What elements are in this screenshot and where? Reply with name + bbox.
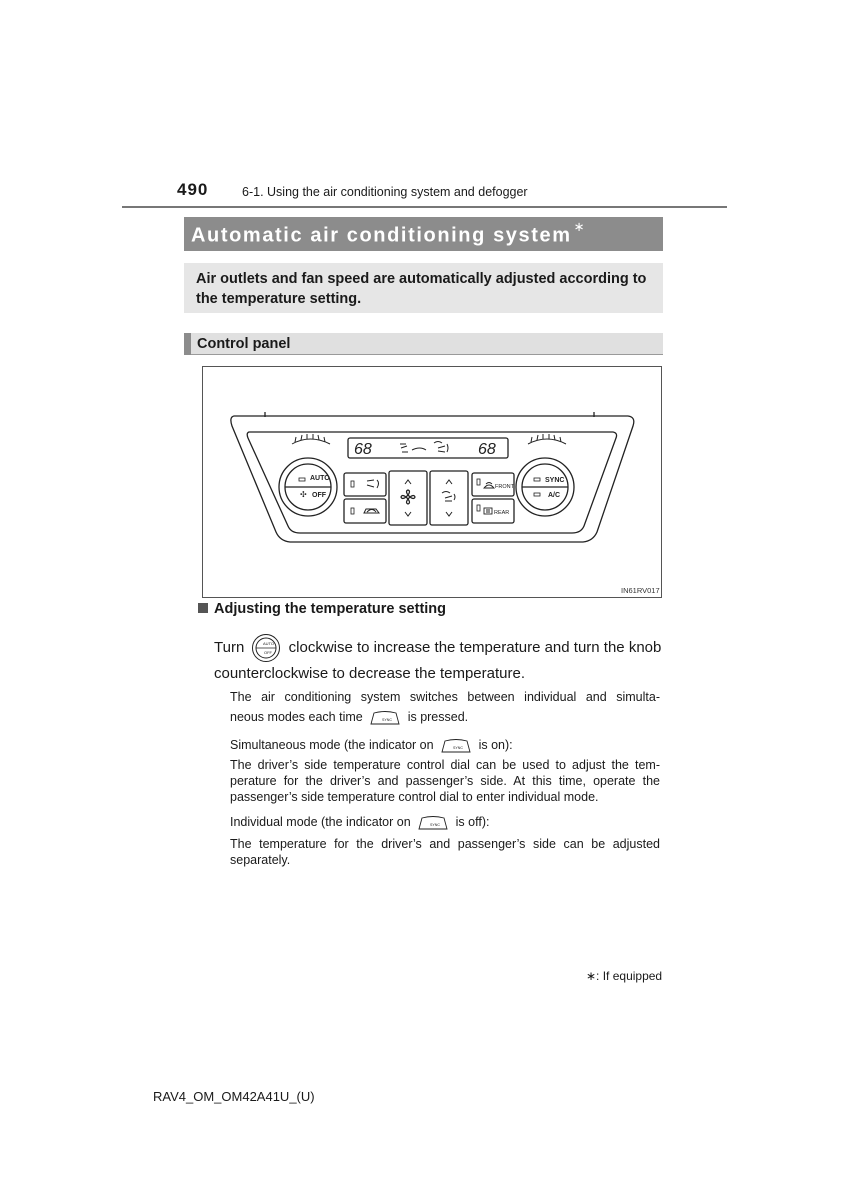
footnote: ∗: If equipped: [586, 969, 663, 983]
right-temp-readout: 68: [478, 441, 496, 458]
control-panel-heading: [184, 333, 663, 355]
rear-defogger-icon: [484, 508, 492, 514]
turn-line-2: counterclockwise to decrease the temperature.: [214, 665, 525, 682]
individual-heading: [230, 814, 489, 831]
fresh-air-car-icon: [364, 509, 379, 513]
if-equipped-mark: ∗: [573, 219, 587, 234]
page-title-text: Automatic air conditioning system: [191, 224, 572, 247]
ind-body-1: The temperature for the driver’s and passenger’s side can be adjusted: [230, 837, 660, 851]
ind-pre: Individual mode (the indicator on: [230, 815, 411, 829]
header-rule: [122, 206, 727, 208]
sync-button-label: SYNC: [382, 717, 393, 722]
temperature-knob-icon: [251, 633, 281, 663]
mode-control: [430, 471, 468, 525]
bullet-square-icon: [198, 603, 208, 613]
control-panel-illustration: [202, 366, 662, 598]
figure-id: IN61RV017: [621, 586, 660, 595]
front-label: FRONT: [495, 484, 514, 490]
display-airflow-icons: [400, 442, 448, 453]
simultaneous-heading: [230, 737, 513, 754]
rear-label: REAR: [494, 510, 510, 516]
airflow-mode-icon: [442, 492, 455, 502]
turn-rest: clockwise to increase the temperature and turn the knob: [288, 638, 662, 656]
left-temp-readout: 68: [354, 441, 372, 458]
ac-label: A/C: [548, 492, 561, 499]
sim-post: is on):: [478, 738, 513, 752]
ind-body-2: separately.: [230, 853, 291, 867]
adjust-heading: [198, 601, 446, 617]
document-footer: RAV4_OM_OM42A41U_(U): [153, 1089, 315, 1104]
fan-icon: [401, 490, 415, 504]
ind-post: is off):: [455, 815, 490, 829]
sync-button-icon: [417, 815, 449, 831]
sync-button-label: SYNC: [430, 822, 441, 827]
switch-post: is pressed.: [407, 710, 469, 724]
heading-marker: [184, 333, 191, 355]
turn-word: Turn: [214, 638, 245, 656]
recirculation-button: [344, 473, 386, 496]
knob-fan-icon: ✣: [300, 490, 307, 499]
turn-line: [214, 633, 661, 663]
sync-button-label: SYNC: [453, 745, 464, 750]
knob-off-label: OFF: [264, 650, 273, 655]
adjust-heading-text: Adjusting the temperature setting: [214, 601, 447, 617]
front-defogger-icon: [484, 483, 494, 489]
page-title: [184, 217, 663, 251]
switch-line-1: The air conditioning system switches between individual and simulta-: [230, 690, 660, 704]
sync-button-icon: [369, 710, 401, 726]
sync-button-icon: [440, 738, 472, 754]
intro-box: Air outlets and fan speed are automatically adjusted according to the temperature setting.: [184, 263, 663, 313]
section-header: 6-1. Using the air conditioning system and defogger: [242, 185, 528, 199]
sync-label: SYNC: [545, 477, 565, 484]
auto-label: AUTO: [310, 475, 330, 482]
sim-body-2: perature for the driver’s and passenger’s side. At this time, operate the: [230, 774, 660, 788]
switch-pre: neous modes each time: [230, 710, 363, 724]
knob-auto-label: AUTO: [263, 641, 275, 646]
sim-body-3: passenger’s side temperature control dial to enter individual mode.: [230, 790, 599, 804]
sim-body-1: The driver’s side temperature control dial can be used to adjust the tem-: [230, 758, 660, 772]
switch-line-2: [230, 709, 468, 726]
recirculation-icon: [367, 480, 379, 488]
page-number: 490: [177, 180, 209, 199]
off-label: OFF: [312, 492, 326, 499]
control-panel-heading-label: Control panel: [197, 336, 291, 352]
sim-pre: Simultaneous mode (the indicator on: [230, 738, 434, 752]
